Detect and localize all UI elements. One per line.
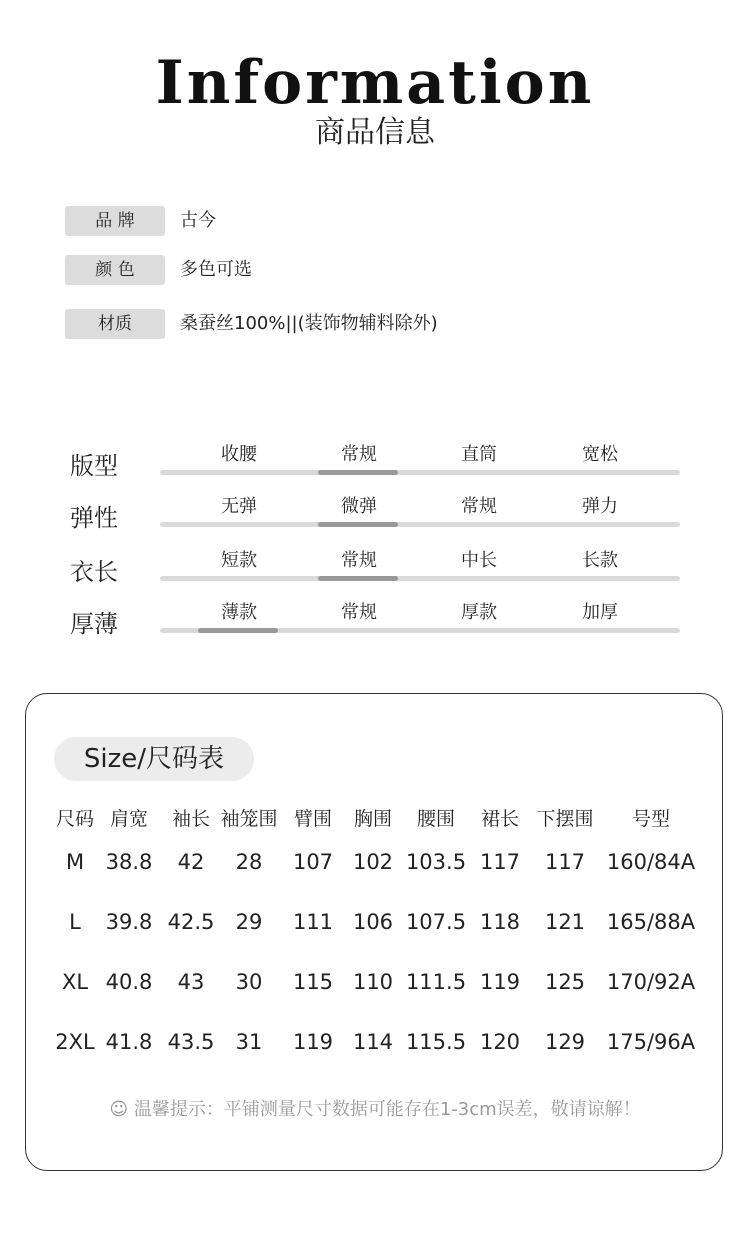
size-col-header: 袖长	[171, 808, 210, 830]
size-cell: 103.5	[405, 850, 467, 874]
size-cell: 125	[544, 970, 586, 994]
info-value: 多色可选	[180, 259, 252, 280]
attr-option: 中长	[461, 550, 497, 571]
smile-icon: ☺	[109, 1099, 129, 1120]
attr-option: 常规	[341, 444, 377, 465]
size-col-header: 腰围	[416, 808, 455, 830]
size-cell: 107	[292, 850, 334, 874]
size-cell: 115.5	[405, 1030, 467, 1054]
size-cell: 30	[235, 970, 263, 994]
size-cell: 2XL	[55, 1030, 95, 1054]
attr-row	[0, 440, 750, 490]
size-col-header: 胸围	[353, 808, 392, 830]
attr-title: 弹性	[70, 504, 118, 532]
size-col-header: 裙长	[480, 808, 519, 830]
title-en: Information	[155, 48, 595, 118]
size-col-header: 袖笼围	[220, 808, 278, 830]
attr-option: 微弹	[341, 496, 377, 517]
size-cell: 110	[352, 970, 394, 994]
size-cell: 106	[352, 910, 394, 934]
attr-title: 版型	[70, 452, 118, 480]
size-cell: 170/92A	[606, 970, 696, 994]
size-cell: 160/84A	[606, 850, 696, 874]
attr-title: 厚薄	[70, 610, 118, 638]
size-cell: 119	[479, 970, 521, 994]
size-cell: 117	[479, 850, 521, 874]
attr-option: 无弹	[221, 496, 257, 517]
attr-selected-mark	[318, 470, 398, 475]
size-cell: M	[65, 850, 85, 874]
size-tip-text: 温馨提示：平铺测量尺寸数据可能存在1-3cm误差，敬请谅解！	[133, 1099, 641, 1120]
size-cell: 40.8	[105, 970, 153, 994]
attr-row	[0, 598, 750, 648]
size-cell: 111	[292, 910, 334, 934]
size-cell: 28	[235, 850, 263, 874]
size-chart-title: Size/尺码表	[54, 737, 254, 781]
info-value: 桑蚕丝100%||(装饰物辅料除外)	[180, 313, 438, 334]
size-col-header: 下摆围	[536, 808, 594, 830]
attr-option: 常规	[461, 496, 497, 517]
size-cell: XL	[61, 970, 89, 994]
info-value: 古今	[180, 210, 216, 231]
attr-option: 常规	[341, 550, 377, 571]
size-cell: 114	[352, 1030, 394, 1054]
size-cell: L	[69, 910, 81, 934]
size-cell: 42.5	[167, 910, 215, 934]
attr-selected-mark	[318, 522, 398, 527]
size-cell: 115	[292, 970, 334, 994]
size-col-header: 臂围	[293, 808, 332, 830]
attr-option: 弹力	[582, 496, 618, 517]
size-cell: 42	[177, 850, 205, 874]
size-cell: 129	[544, 1030, 586, 1054]
size-cell: 43.5	[167, 1030, 215, 1054]
size-cell: 29	[235, 910, 263, 934]
attr-option: 长款	[582, 550, 618, 571]
size-cell: 121	[544, 910, 586, 934]
title-cn: 商品信息	[315, 115, 435, 150]
size-cell: 107.5	[405, 910, 467, 934]
size-col-header: 肩宽	[109, 808, 148, 830]
size-cell: 118	[479, 910, 521, 934]
attr-track	[160, 576, 680, 581]
attr-option: 薄款	[221, 602, 257, 623]
size-cell: 41.8	[105, 1030, 153, 1054]
size-cell: 165/88A	[606, 910, 696, 934]
size-cell: 31	[235, 1030, 263, 1054]
attr-selected-mark	[318, 576, 398, 581]
size-col-header: 号型	[631, 808, 670, 830]
size-cell: 175/96A	[606, 1030, 696, 1054]
attr-option: 加厚	[582, 602, 618, 623]
size-cell: 111.5	[405, 970, 467, 994]
attr-option: 宽松	[582, 444, 618, 465]
info-label: 品 牌	[65, 206, 165, 236]
attr-option: 直筒	[461, 444, 497, 465]
attr-row	[0, 546, 750, 596]
attr-track	[160, 470, 680, 475]
size-cell: 119	[292, 1030, 334, 1054]
size-cell: 120	[479, 1030, 521, 1054]
size-cell: 117	[544, 850, 586, 874]
size-cell: 43	[177, 970, 205, 994]
attr-option: 常规	[341, 602, 377, 623]
attr-row	[0, 492, 750, 542]
size-tip	[0, 1095, 750, 1121]
size-col-header: 尺码	[55, 808, 94, 830]
attr-option: 收腰	[221, 444, 257, 465]
info-label: 颜 色	[65, 255, 165, 285]
size-cell: 38.8	[105, 850, 153, 874]
info-label: 材质	[65, 309, 165, 339]
attr-title: 衣长	[70, 558, 118, 586]
attr-option: 厚款	[461, 602, 497, 623]
size-cell: 39.8	[105, 910, 153, 934]
attr-track	[160, 522, 680, 527]
attr-selected-mark	[198, 628, 278, 633]
size-cell: 102	[352, 850, 394, 874]
attr-option: 短款	[221, 550, 257, 571]
